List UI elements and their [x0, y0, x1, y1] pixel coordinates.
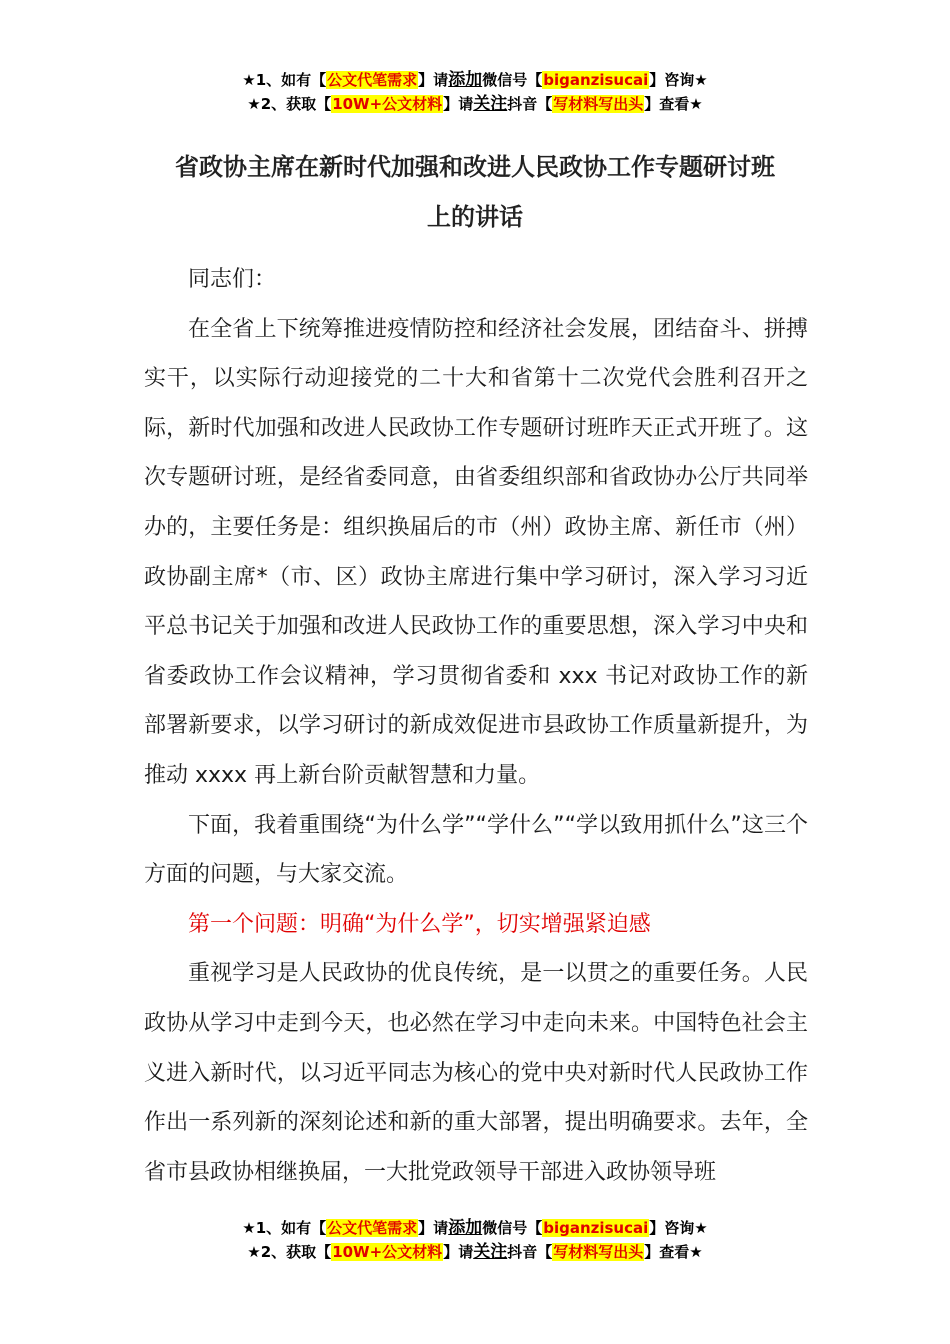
banner-text: 抖音【 [507, 1243, 553, 1261]
salutation: 同志们： [188, 267, 277, 292]
highlight-wechat-id: biganzisucai [543, 71, 649, 89]
banner-text: ★2、获取【 [247, 1243, 332, 1261]
body-paragraph: 重视学习是人民政协的优良传统，是一以贯之的重要任务。人民政协从学习中走到今天，也必然在学习中走向未来。中国特色社会主义进入新时代，以习近平同志为核心的党中央对新时代人民政协工作作出一系列新的深刻论述和新的重大部署，提出明确要求。去年，全省市县政协相继换届，一大批党政领导干部进入政协领导班 [144, 961, 808, 1185]
highlight-materials: 10W+公文材料 [332, 95, 443, 113]
banner-emphasis: 添加 [448, 70, 483, 90]
banner-text: 】请 [418, 1219, 449, 1237]
banner-emphasis: 关注 [473, 94, 508, 114]
banner-text: ★2、获取【 [247, 95, 332, 113]
banner-text: 】请 [418, 71, 449, 89]
header-banner [0, 68, 950, 116]
banner-text: ★1、如有【 [242, 71, 327, 89]
section-heading: 第一个问题：明确“为什么学”，切实增强紧迫感 [188, 911, 651, 937]
highlight-douyin-id: 写材料写出头 [553, 95, 644, 113]
body-paragraph: 在全省上下统筹推进疫情防控和经济社会发展，团结奋斗、拼搏实干，以实际行动迎接党的二十大和省第十二次党代会胜利召开之际，新时代加强和改进人民政协工作专题研讨班昨天正式开班了。这次专题研讨班，是经省委同意，由省委组织部和省政协办公厅共同举办的，主要任务是：组织换届后的市（州）政协主席、新任市（州）政协副主席*（市、区）政协主席进行集中学习研讨，深入学习习近平总书记关于加强和改进人民政协工作的重要思想，深入学习中央和省委政协工作会议精神，学习贯彻省委和 xxx 书记对政协工作的新部署新要求，以学习研讨的新成效促进市县政协工作质量新提升，为推动 xxxx 再上新台阶贡献智慧和力量。 [144, 316, 808, 788]
banner-line-1 [0, 68, 950, 92]
banner-text: 微信号【 [482, 1219, 543, 1237]
banner-text: 】请 [443, 1243, 474, 1261]
banner-text: 微信号【 [482, 71, 543, 89]
highlight-service: 公文代笔需求 [327, 1219, 418, 1237]
highlight-materials: 10W+公文材料 [332, 1243, 443, 1261]
body-paragraph: 下面，我着重围绕“为什么学”“学什么”“学以致用抓什么”这三个方面的问题，与大家交流。 [144, 812, 808, 888]
document-body [144, 255, 808, 1197]
banner-emphasis: 添加 [448, 1218, 483, 1238]
footer-banner [0, 1216, 950, 1264]
banner-text: 】查看★ [644, 95, 703, 113]
banner-line-2 [0, 92, 950, 116]
banner-line-2 [0, 1240, 950, 1264]
banner-text: 】请 [443, 95, 474, 113]
banner-emphasis: 关注 [473, 1242, 508, 1262]
banner-text: 】查看★ [644, 1243, 703, 1261]
banner-text: ★1、如有【 [242, 1219, 327, 1237]
banner-text: 抖音【 [507, 95, 553, 113]
highlight-service: 公文代笔需求 [327, 71, 418, 89]
title-line-1: 省政协主席在新时代加强和改进人民政协工作专题研讨班 [175, 153, 775, 181]
document-title [140, 142, 810, 242]
banner-text: 】咨询★ [649, 1219, 708, 1237]
highlight-douyin-id: 写材料写出头 [553, 1243, 644, 1261]
highlight-wechat-id: biganzisucai [543, 1219, 649, 1237]
banner-text: 】咨询★ [649, 71, 708, 89]
banner-line-1 [0, 1216, 950, 1240]
title-line-2: 上的讲话 [427, 203, 523, 231]
